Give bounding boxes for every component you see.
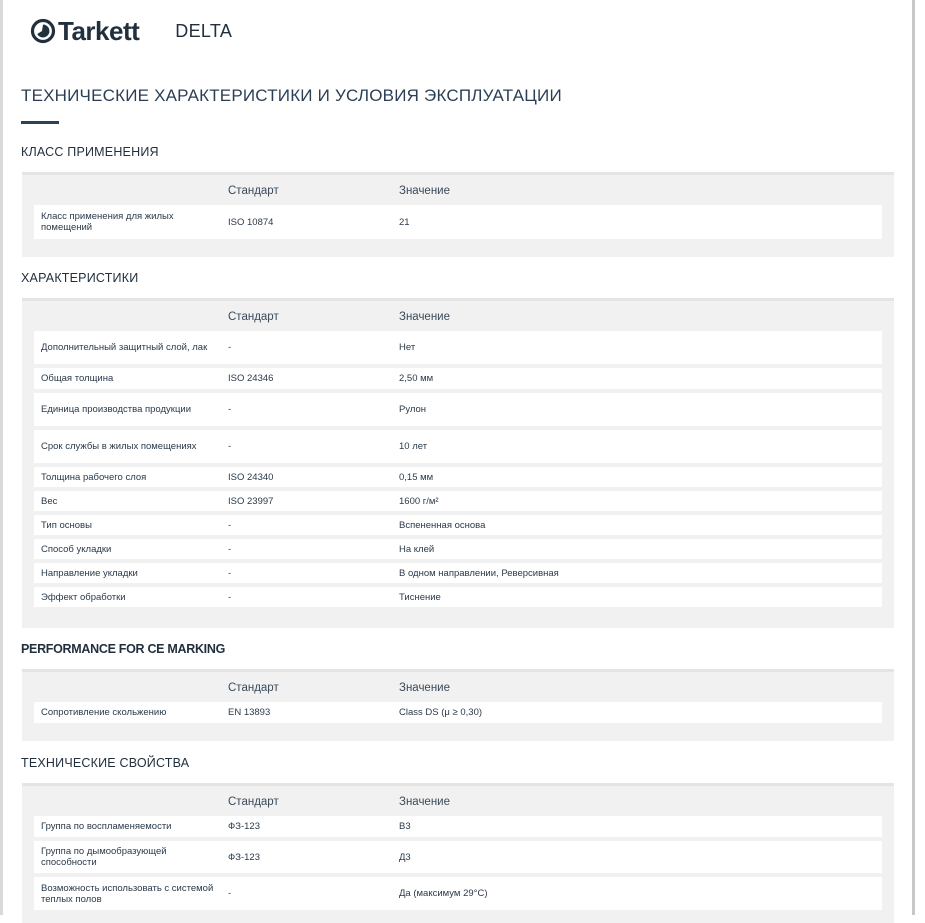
row-standard: ISO 10874	[228, 216, 274, 228]
row-value: Class DS (μ ≥ 0,30)	[399, 707, 483, 718]
row-standard: -	[228, 888, 232, 899]
page-title: ТЕХНИЧЕСКИЕ ХАРАКТЕРИСТИКИ И УСЛОВИЯ ЭКСПЛУАТАЦИИ	[21, 86, 562, 105]
table-row	[34, 539, 882, 559]
logo-text: Tarkett	[58, 15, 140, 46]
row-name: Единица производства продукции	[41, 404, 192, 415]
table-row	[34, 393, 882, 426]
row-name: Группа по воспламеняемости	[41, 821, 172, 832]
row-value: В одном направлении, Реверсивная	[399, 567, 559, 579]
row-name: Способ укладки	[41, 543, 112, 555]
row-standard: ФЗ-123	[228, 821, 260, 832]
row-standard: ISO 24340	[228, 471, 274, 483]
row-standard: -	[228, 543, 232, 555]
row-value: Рулон	[399, 404, 427, 415]
row-name: Эффект обработки	[41, 591, 126, 603]
table-row	[34, 491, 882, 511]
row-standard: -	[228, 342, 232, 353]
row-value: 21	[399, 216, 410, 228]
row-value: Да (максимум 29°C)	[399, 888, 488, 899]
table-row	[34, 563, 882, 583]
page-border-left	[0, 0, 3, 915]
row-value: Д3	[399, 851, 411, 863]
row-name: Дополнительный защитный слой, лак	[41, 342, 208, 353]
tarkett-logo	[30, 16, 139, 47]
column-value: Значение	[399, 311, 450, 323]
row-value: На клей	[399, 543, 435, 555]
row-name: Группа по дымообразующей способности	[41, 846, 167, 868]
table-header	[22, 672, 894, 702]
row-standard: ISO 24346	[228, 373, 274, 384]
row-standard: EN 13893	[228, 707, 271, 718]
table-row	[34, 467, 882, 487]
table-row	[34, 331, 882, 364]
spec-table	[22, 298, 894, 628]
row-standard: ФЗ-123	[228, 851, 260, 863]
section-title: ХАРАКТЕРИСТИКИ	[21, 271, 139, 285]
page-border-right	[912, 0, 915, 915]
row-name: Сопротивление скольжению	[41, 707, 167, 718]
row-value: В3	[399, 821, 411, 832]
section-title: PERFORMANCE FOR CE MARKING	[21, 642, 226, 656]
title-underline	[21, 121, 59, 124]
table-row	[34, 702, 882, 723]
row-name: Возможность использовать с системой теплых полов	[41, 882, 214, 905]
table-header	[22, 786, 894, 816]
header	[30, 14, 232, 48]
row-value: 10 лет	[399, 441, 428, 452]
section-title: ТЕХНИЧЕСКИЕ СВОЙСТВА	[21, 756, 190, 770]
row-name: Класс применения для жилых помещений	[41, 211, 174, 233]
row-standard: ISO 23997	[228, 495, 274, 507]
row-name: Направление укладки	[41, 567, 138, 579]
row-value: Нет	[399, 342, 416, 353]
row-name: Тип основы	[41, 519, 92, 531]
table-row	[34, 587, 882, 607]
table-row	[34, 430, 882, 463]
section-title: КЛАСС ПРИМЕНЕНИЯ	[21, 145, 159, 159]
row-standard: -	[228, 441, 232, 452]
product-name: DELTA	[175, 20, 233, 41]
column-standard: Стандарт	[228, 185, 279, 197]
row-name: Толщина рабочего слоя	[41, 471, 147, 483]
row-value: 1600 г/м²	[399, 495, 439, 507]
table-row	[34, 841, 882, 873]
row-standard: -	[228, 567, 232, 579]
row-name: Срок службы в жилых помещениях	[41, 441, 197, 452]
spec-table	[22, 172, 894, 257]
row-value: Вспененная основа	[399, 519, 486, 531]
row-value: 2,50 мм	[399, 373, 434, 384]
column-value: Значение	[399, 682, 450, 694]
row-standard: -	[228, 404, 232, 415]
table-row	[34, 515, 882, 535]
column-standard: Стандарт	[228, 796, 279, 808]
table-header	[22, 301, 894, 331]
column-value: Значение	[399, 185, 450, 197]
row-standard: -	[228, 519, 232, 531]
spec-table	[22, 783, 894, 923]
table-row	[34, 877, 882, 910]
tarkett-logo-icon	[30, 18, 56, 44]
table-row	[34, 368, 882, 389]
spec-table	[22, 669, 894, 741]
row-value: 0,15 мм	[399, 471, 434, 483]
row-value: Тиснение	[399, 591, 441, 603]
table-row	[34, 205, 882, 239]
column-value: Значение	[399, 796, 450, 808]
column-standard: Стандарт	[228, 311, 279, 323]
column-standard: Стандарт	[228, 682, 279, 694]
row-standard: -	[228, 591, 232, 603]
row-name: Вес	[41, 495, 58, 507]
table-header	[22, 175, 894, 205]
row-name: Общая толщина	[41, 373, 114, 384]
table-row	[34, 816, 882, 837]
